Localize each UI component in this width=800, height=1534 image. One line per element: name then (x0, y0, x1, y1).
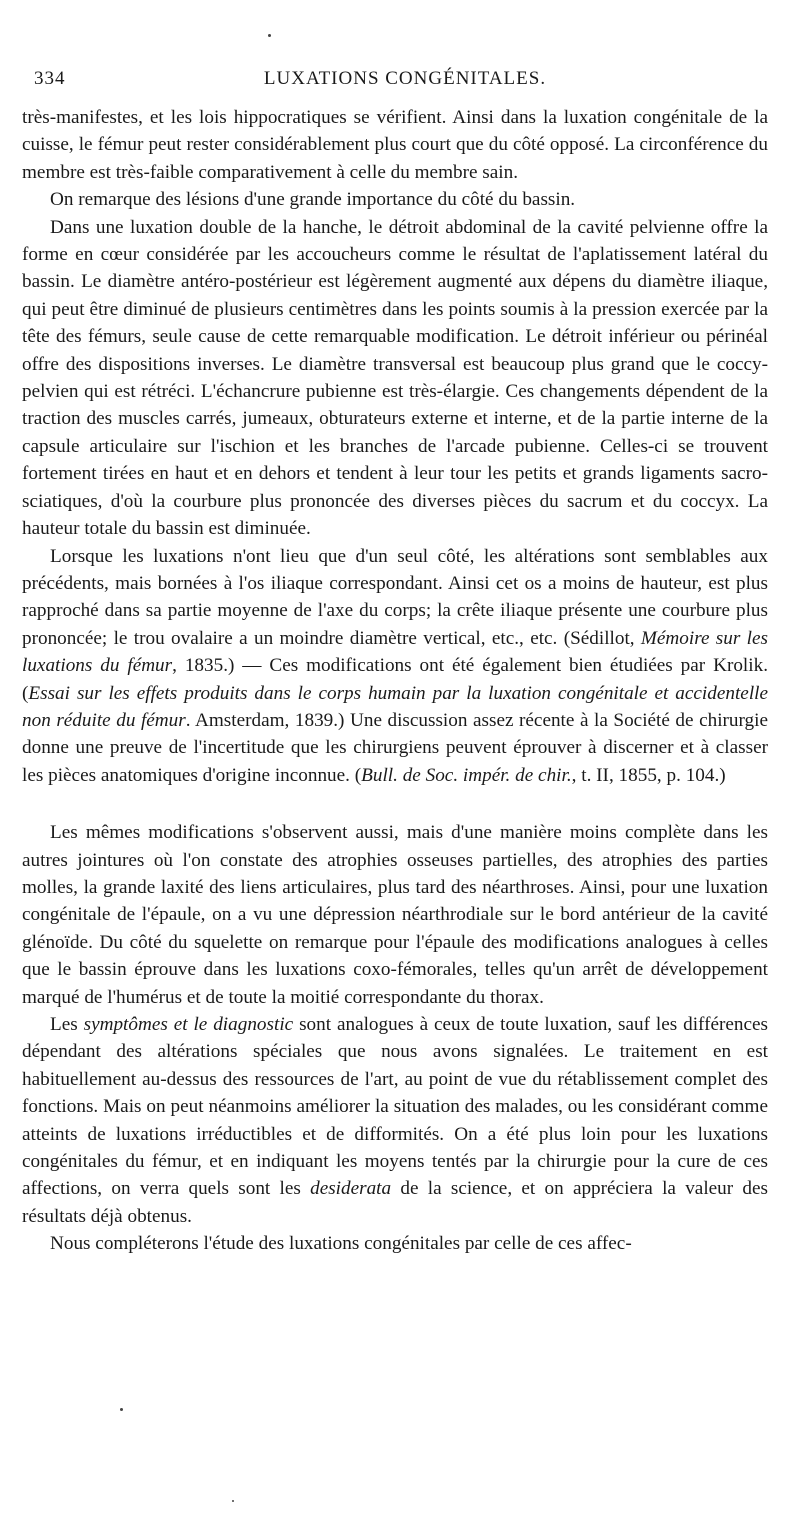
italic-text: Essai sur les effets produits dans le corps humain par la luxation congénitale et accidentelle non réduite du fémur (22, 682, 768, 731)
paragraph-text: très-manifestes, et les lois hippocratiques se vérifient. Ainsi dans la luxation congénitale de la cuisse, le fémur peut rester considérablement plus court que du côté opposé. La circonférence du membre est très-faible comparativement à celle du membre sain. (22, 107, 768, 183)
print-speck (268, 34, 271, 37)
italic-text: symptômes et le diagnostic (83, 1014, 294, 1035)
book-page (22, 68, 768, 1258)
italic-text: Mémoire sur les luxations du fémur (22, 627, 768, 677)
paragraph-text: , 1835.) — Ces modifications ont été également bien étudiées par Krolik. ( (22, 655, 768, 704)
paragraph (22, 1011, 768, 1230)
paragraph (22, 214, 768, 543)
italic-text: Bull. de Soc. impér. de chir. (361, 764, 572, 786)
print-speck (232, 1500, 234, 1502)
paragraph-text: . Amsterdam, 1839.) Une discussion assez récente à la Société de chirurgie donne une preuve de l'incertitude que les chirurgiens peuvent éprouver à discerner et à classer les pièces anatomiques d'origine inconnue. ( (22, 709, 768, 786)
running-title: LUXATIONS CONGÉNITALES. (263, 68, 547, 89)
paragraph-text: sont analogues à ceux de toute luxation, sauf les différences dépendant des altérations spéciales que nous avons signalées. Le traitement en est habituellement au-dessus des ressources de l'art, au point de vue du rétablissement complet des fonctions. Mais on peut néanmoins améliorer la situation des malades, ou les considérant comme atteints de luxations irréductibles et de difformités. On a été plus loin pour les luxations congénitales du fémur, et en indiquant les moyens tentés par la chirurgie pour la cure de ces affections, on verra quels sont les (22, 1014, 768, 1200)
paragraph-text: Les (50, 1014, 84, 1035)
print-speck (120, 1408, 123, 1411)
italic-text: desiderata (310, 1178, 392, 1200)
page-number: 334 (34, 68, 66, 89)
paragraph-text: Lorsque les luxations n'ont lieu que d'un seul côté, les altérations sont semblables aux précédents, mais bornées à l'os iliaque correspondant. Ainsi cet os a moins de hauteur, est plus rapproché dans sa partie moyenne de l'axe du corps; la crête iliaque présente une courbure plus prononcée; le trou ovalaire a un moindre diamètre vertical, etc., etc. (Sédillot, (22, 545, 768, 649)
paragraph (22, 186, 768, 213)
paragraph-text: On remarque des lésions d'une grande importance du côté du bassin. (50, 189, 576, 211)
paragraph-text: Dans une luxation double de la hanche, le détroit abdominal de la cavité pelvienne offre la forme en cœur considérée par les accoucheurs comme le résultat de l'aplatissement latéral du bassin. Le diamètre antéro-postérieur est légèrement augmenté aux dépens du diamètre iliaque, qui peut être diminué de plusieurs centimètres dans les points soumis à la pression exercée par la tête des fémurs, seule cause de cette remarquable modification. Le détroit inférieur ou périnéal offre des dispositions inverses. Le diamètre transversal est beaucoup plus grand que le coccy-pelvien qui est rétréci. L'échancrure pubienne est très-élargie. Ces changements dépendent de la traction des muscles carrés, jumeaux, obturateurs externe et interne, et de la partie interne de la capsule articulaire sur l'ischion et les branches de l'arcade pubienne. Celles-ci se trouvent fortement tirées en haut et en dehors et tendent à leur tour les petits et grands ligaments sacro-sciatiques, d'où la courbure plus prononcée des diverses pièces du sacrum et du coccyx. La hauteur totale du bassin est diminuée. (22, 216, 768, 540)
paragraph-text: Les mêmes modifications s'observent aussi, mais d'une manière moins complète dans les autres jointures où l'on constate des atrophies osseuses partielles, des atrophies des parties molles, la grande laxité des liens articulaires, plus tard des néarthroses. Ainsi, pour une luxation congénitale de l'épaule, on a vu une dépression néarthrodiale sur le bord antérieur de la cavité glénoïde. Du côté du squelette on remarque pour l'épaule des modifications analogues à celles que le bassin éprouve dans les luxations coxo-fémorales, telles qu'un arrêt de développement marqué de l'humérus et de toute la moitié correspondante du thorax. (22, 822, 768, 1008)
paragraph (22, 819, 768, 1011)
paragraph-text: Nous compléterons l'étude des luxations congénitales par celle de ces affec- (50, 1233, 632, 1255)
paragraph-text: de la science, et on appréciera la valeur des résultats déjà obtenus. (22, 1178, 768, 1227)
paragraph (22, 543, 768, 790)
paragraph (22, 104, 768, 186)
body-text (22, 104, 768, 1258)
page-header (22, 68, 768, 104)
paragraph-text: , t. II, 1855, p. 104.) (571, 764, 726, 786)
paragraph (22, 1230, 768, 1257)
